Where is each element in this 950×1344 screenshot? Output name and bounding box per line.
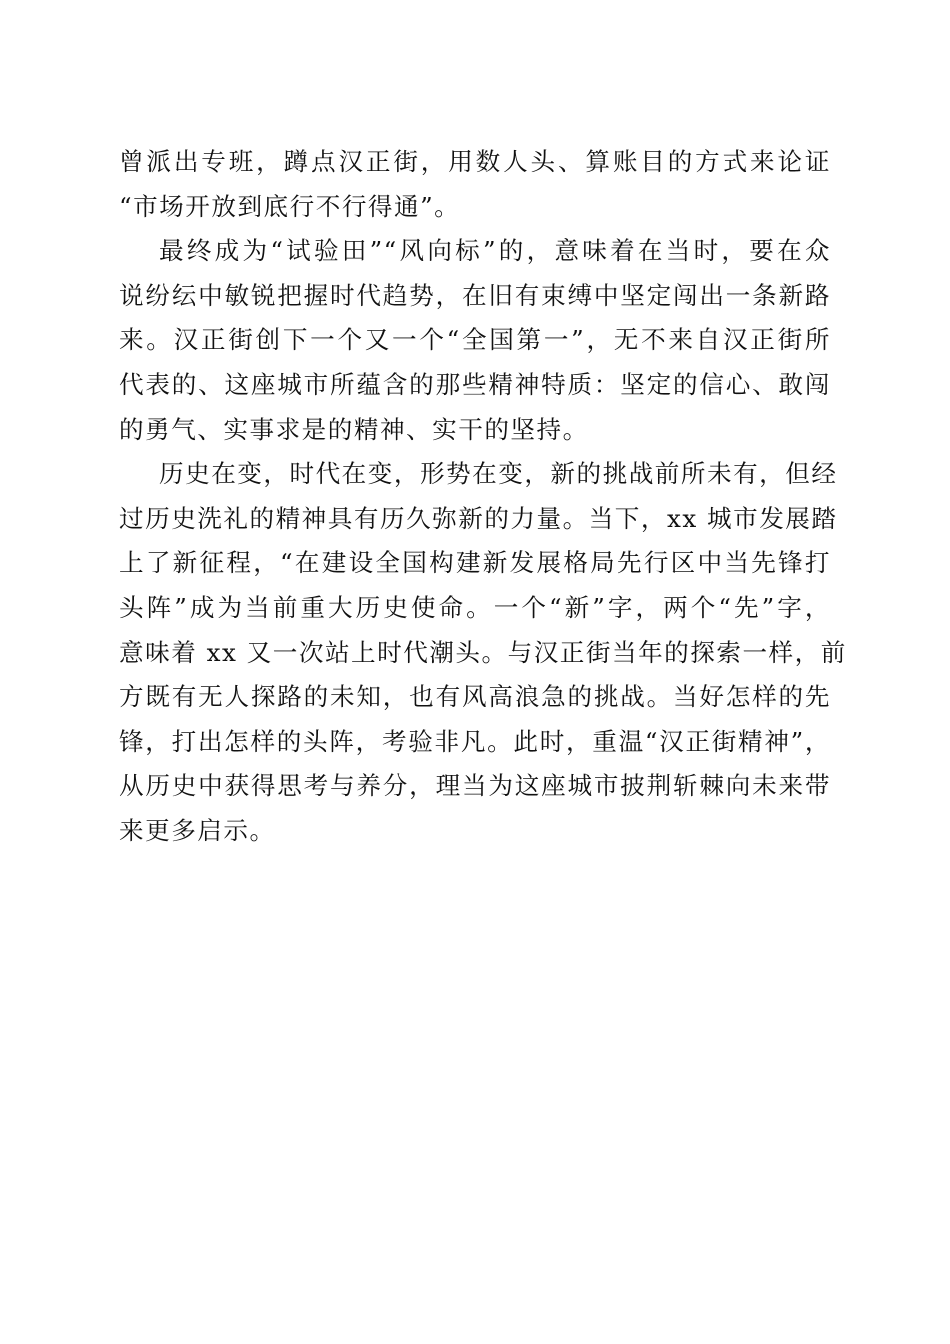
- text-line: 的勇气、实事求是的精神、实干的坚持。: [119, 414, 589, 444]
- text-line: 锋，打出怎样的头阵，考验非凡。此时，重温“汉正街精神”，: [119, 726, 831, 756]
- paragraph-2: [119, 229, 831, 452]
- text-line: 历史在变，时代在变，形势在变，新的挑战前所未有，但经: [159, 459, 838, 489]
- text-line: 从历史中获得思考与养分，理当为这座城市披荆斩棘向未来带: [119, 771, 831, 801]
- text-line: 来更多启示。: [119, 815, 276, 845]
- text-line: 代表的、这座城市所蕴含的那些精神特质：坚定的信心、敢闯: [119, 369, 831, 399]
- text-line: 头阵”成为当前重大历史使命。一个“新”字，两个“先”字，: [119, 592, 831, 622]
- text-line: 方既有无人探路的未知，也有风高浪急的挑战。当好怎样的先: [119, 682, 831, 712]
- text-line: 过历史洗礼的精神具有历久弥新的力量。当下，xx 城市发展踏: [119, 503, 838, 533]
- document-body: [119, 140, 847, 854]
- text-line: 最终成为“试验田”“风向标”的，意味着在当时，要在众: [159, 236, 831, 266]
- text-line: 上了新征程，“在建设全国构建新发展格局先行区中当先锋打: [119, 548, 831, 578]
- text-line: 来。汉正街创下一个又一个“全国第一”，无不来自汉正街所: [119, 325, 831, 355]
- text-line: 意味着 xx 又一次站上时代潮头。与汉正街当年的探索一样，前: [119, 637, 847, 667]
- paragraph-1: [119, 140, 831, 229]
- text-line: 曾派出专班，蹲点汉正街，用数人头、算账目的方式来论证: [119, 147, 831, 176]
- paragraph-3: [119, 452, 847, 853]
- text-line: 说纷纭中敏锐把握时代趋势，在旧有束缚中坚定闯出一条新路: [119, 280, 831, 310]
- text-line: “市场开放到底行不行得通”。: [119, 191, 461, 221]
